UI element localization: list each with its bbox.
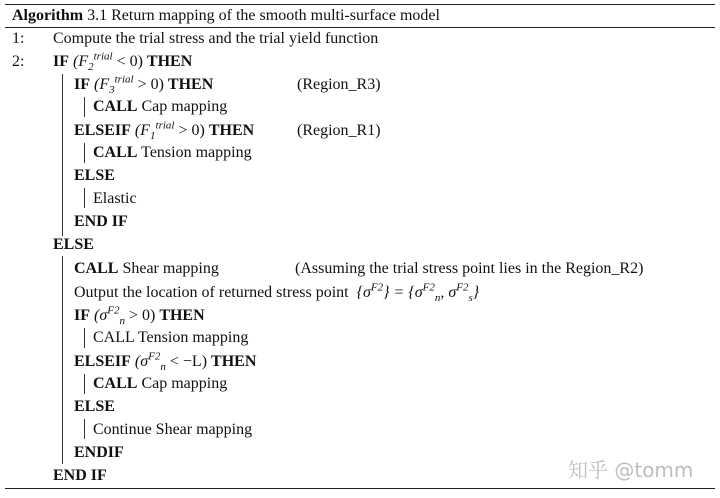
line-endif-outer: END IF [53,467,107,484]
line-if-f2: IF $(F_2^{trial} < 0)$ THEN [53,50,193,74]
line-else-inner: ELSE [74,167,115,184]
line-elastic: Elastic [93,190,137,207]
line-if-sigma: IF $(\sigma^{F2}_n > 0)$ THEN [74,304,205,328]
line-elseif-f1: ELSEIF $(F_1^{trial} > 0)$ THEN [74,119,255,143]
line-call-tension: CALL Tension mapping [93,144,252,161]
line-elseif-sigma: ELSEIF $(\sigma^{F2}_n < -L)$ THEN [74,350,257,374]
block-bar-tension-2 [84,328,85,348]
line-else-outer: ELSE [53,236,94,253]
header-rule [5,27,715,28]
algorithm-title [12,6,440,26]
line-number-1: 1: [12,30,25,47]
line-compute: Compute the trial stress and the trial yield function [53,30,379,47]
line-output: Output the location of returned stress point $\{\sigma^{F2}\} = \{\sigma^{F2}_n$, $\sigma^{F2}_s$} [74,281,480,305]
algorithm-caption: 3.1 Return mapping of the smooth multi-surface model [87,7,440,24]
line-call-cap: CALL Cap mapping [93,98,228,115]
line-endif-inner-2: ENDIF [74,444,124,461]
block-bar-elastic [84,188,85,208]
line-if-f3: IF $(F_3^{trial} > 0)$ THEN [74,73,214,97]
assuming-comment: (Assuming the trial stress point lies in the Region_R2) [295,260,644,277]
bottom-rule [5,488,715,489]
line-else-inner-2: ELSE [74,398,115,415]
block-bar-else [62,256,63,464]
line-call-shear: CALL Shear mapping [74,260,219,277]
line-continue-shear: Continue Shear mapping [93,421,253,438]
line-endif-inner: END IF [74,213,128,230]
block-bar-if [62,74,63,236]
block-bar-tension [84,143,85,163]
line-call-cap-2: CALL Cap mapping [93,375,228,392]
line-number-2: 2: [12,53,25,70]
algorithm-label: Algorithm [12,7,84,24]
block-bar-cap-2 [84,374,85,394]
line-call-tension-2: CALL Tension mapping [93,329,249,346]
region-r1-comment: (Region_R1) [297,122,381,139]
top-rule [5,4,715,5]
block-bar-continue [84,419,85,439]
block-bar-cap [84,97,85,117]
region-r3-comment: (Region_R3) [297,76,381,93]
watermark: 知乎 @tomm [568,458,694,482]
